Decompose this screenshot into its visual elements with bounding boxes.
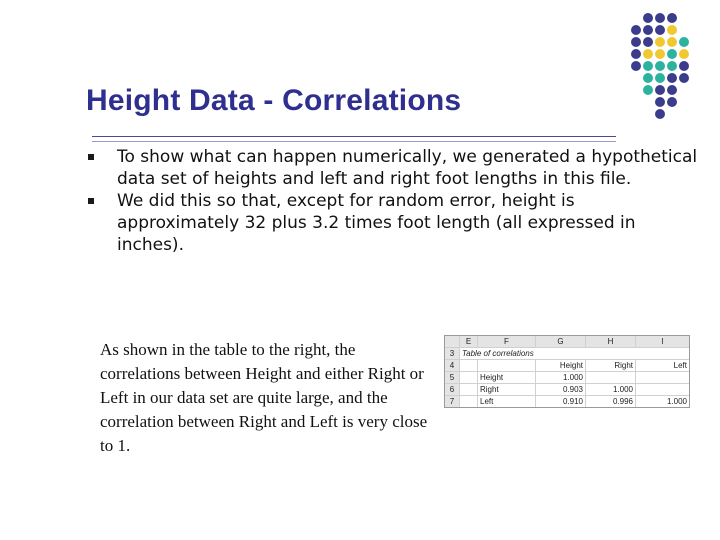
square-bullet-icon [88,154,94,160]
decorative-dot [643,13,653,23]
correlation-table-image [444,335,690,408]
decorative-dot [667,49,677,59]
decorative-dot [643,61,653,71]
decorative-dot [643,85,653,95]
table-row [445,383,689,395]
decorative-dot [667,73,677,83]
decorative-dot [655,61,665,71]
column-header: E [459,336,477,347]
decorative-dot [667,61,677,71]
square-bullet-icon [88,198,94,204]
table-cell: 1.000 [585,384,635,395]
decorative-dot [667,13,677,23]
table-cell [635,372,689,383]
decorative-dot [655,25,665,35]
row-number: 4 [445,360,459,371]
table-cell [585,372,635,383]
decorative-dot [631,25,641,35]
column-header: H [585,336,635,347]
bullet-text: We did this so that, except for random error, height is approximately 32 plus 3.2 times foot length (all expressed in inches). [117,191,636,255]
column-header: F [477,336,535,347]
decorative-dot [655,13,665,23]
decorative-dot [631,49,641,59]
table-cell: 1.000 [535,372,585,383]
decorative-dot [667,25,677,35]
row-number: 3 [445,348,459,359]
row-number: 5 [445,372,459,383]
decorative-dot [679,61,689,71]
decorative-dot [643,37,653,47]
decorative-dot [655,49,665,59]
decorative-dot [655,37,665,47]
decorative-dot [655,109,665,119]
table-cell: 0.903 [535,384,585,395]
table-title: Table of correlations [459,348,689,359]
decorative-dot [679,73,689,83]
decorative-dot [655,73,665,83]
table-cell [459,384,477,395]
table-cell: Left [477,396,535,407]
table-cell [459,372,477,383]
table-cell [459,396,477,407]
decorative-dot [631,37,641,47]
table-cell [635,384,689,395]
column-header-row [445,336,689,347]
table-cell: Right [585,360,635,371]
table-cell: Right [477,384,535,395]
column-header: G [535,336,585,347]
table-cell [459,360,477,371]
column-header: I [635,336,689,347]
decorative-dot [643,25,653,35]
table-row [445,395,689,407]
explanation-paragraph: As shown in the table to the right, the correlations between Height and either Right or Left in our data set are quite large, and the correlation between Right and Left is very close to 1. [100,340,428,455]
decorative-dot [679,37,689,47]
row-number: 7 [445,396,459,407]
bullet-item [88,146,698,190]
table-cell [477,360,535,371]
bullet-list [88,146,698,256]
table-cell: 0.996 [585,396,635,407]
decorative-dot [655,85,665,95]
table-cell: Height [535,360,585,371]
row-number: 6 [445,384,459,395]
title-underline [92,136,616,142]
bullet-text: To show what can happen numerically, we generated a hypothetical data set of heights and left and right foot lengths in this file. [117,147,698,189]
table-row [445,347,689,359]
decorative-dot [643,49,653,59]
decorative-dot [679,49,689,59]
decorative-dot [667,37,677,47]
decorative-dot [667,85,677,95]
bullet-item [88,190,698,256]
slide-title: Height Data - Correlations [86,84,462,117]
table-cell: Left [635,360,689,371]
table-row [445,371,689,383]
table-cell: 1.000 [635,396,689,407]
table-row [445,359,689,371]
table-cell: 0.910 [535,396,585,407]
decorative-dot [643,73,653,83]
decorative-dot [667,97,677,107]
decorative-dot [631,61,641,71]
table-cell: Height [477,372,535,383]
decorative-dot [655,97,665,107]
corner-cell [445,336,459,347]
